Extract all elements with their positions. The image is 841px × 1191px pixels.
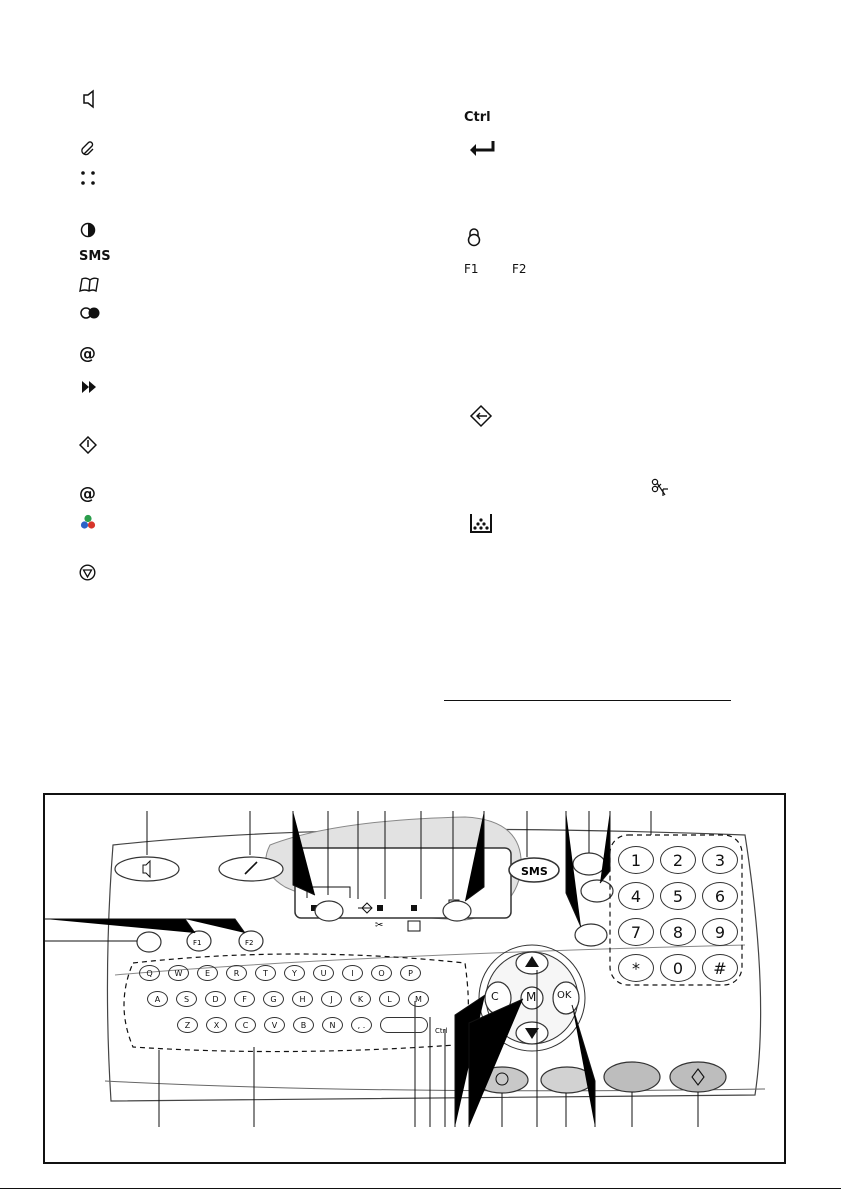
key-d[interactable]: D [205,991,226,1007]
key-g[interactable]: G [263,991,284,1007]
key-f[interactable]: F [234,991,255,1007]
key-space[interactable] [380,1017,428,1033]
f1-label: F1 [464,262,479,276]
f2-label: F2 [512,262,527,276]
key-0[interactable]: 0 [660,954,696,982]
record-icon [79,305,101,321]
key-s[interactable]: S [176,991,197,1007]
control-panel-diagram [43,793,786,1164]
key-1[interactable]: 1 [618,846,654,874]
key-w[interactable]: W [168,965,189,981]
key-3[interactable]: 3 [702,846,738,874]
key-e[interactable]: E [197,965,218,981]
key-v[interactable]: V [264,1017,285,1033]
dots-icon [80,170,96,186]
paperclip-icon [80,141,96,157]
key-b[interactable]: B [293,1017,314,1033]
enter-icon [467,139,497,159]
key-h[interactable]: H [292,991,313,1007]
key-9[interactable]: 9 [702,918,738,946]
key-m-alpha[interactable]: M [408,991,429,1007]
key-q[interactable]: Q [139,965,160,981]
key-p[interactable]: P [400,965,421,981]
key-x[interactable]: X [206,1017,227,1033]
key-8[interactable]: 8 [660,918,696,946]
start-icon [79,436,97,454]
svg-text:F2: F2 [245,939,254,947]
book-icon [79,277,101,293]
key-j[interactable]: J [321,991,342,1007]
key-7[interactable]: 7 [618,918,654,946]
key-u[interactable]: U [313,965,334,981]
speaker-icon [81,88,97,110]
key-i[interactable]: I [342,965,363,981]
key-dotcomma[interactable]: , . [351,1017,372,1033]
divider-line [444,700,731,701]
line-icon [469,404,493,428]
keyboard-row-3 [177,1017,428,1033]
ctrl-label: Ctrl [464,110,491,125]
key-o[interactable]: O [371,965,392,981]
at-icon: @ [79,344,96,364]
key-6[interactable]: 6 [702,882,738,910]
numpad [618,846,738,978]
at-icon-2: @ [79,484,96,504]
key-ok[interactable]: OK [557,990,572,1001]
key-4[interactable]: 4 [618,882,654,910]
key-m[interactable]: M [526,990,537,1004]
scissors-icon [651,478,673,498]
panel-sms-text: SMS [521,865,548,878]
key-y[interactable]: Y [284,965,305,981]
fast-forward-icon [81,380,97,394]
keyboard-row-1 [139,965,421,981]
keyboard-row-2 [147,991,429,1007]
key-t[interactable]: T [255,965,276,981]
key-c[interactable]: C [491,990,499,1003]
key-n[interactable]: N [322,1017,343,1033]
lock-icon [466,227,482,247]
ink-level-icon [469,512,493,534]
key-c-alpha[interactable]: C [235,1017,256,1033]
key-hash[interactable]: # [702,954,738,982]
key-ctrl[interactable]: Ctrl [435,1027,448,1035]
sms-label: SMS [79,249,111,264]
svg-text:F1: F1 [193,939,202,947]
copy-colors-icon [80,514,96,530]
key-5[interactable]: 5 [660,882,696,910]
key-l[interactable]: L [379,991,400,1007]
key-r[interactable]: R [226,965,247,981]
key-z[interactable]: Z [177,1017,198,1033]
key-a[interactable]: A [147,991,168,1007]
scissors-mark: ✂ [375,920,384,931]
contrast-icon [80,222,96,238]
page-bottom-rule [0,1188,841,1189]
key-k[interactable]: K [350,991,371,1007]
key-star[interactable]: * [618,954,654,982]
key-2[interactable]: 2 [660,846,696,874]
stop-icon [79,564,96,581]
